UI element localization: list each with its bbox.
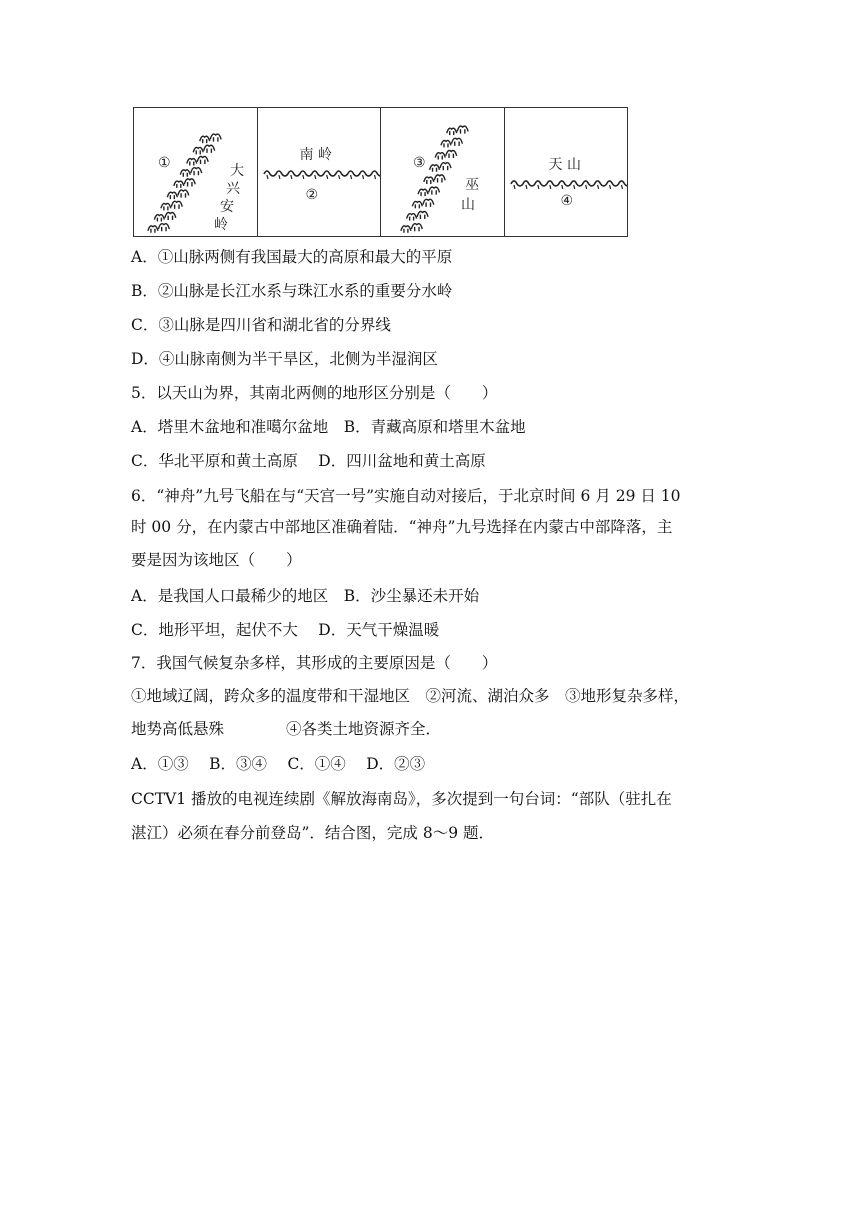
panel-2-nanling (258, 108, 382, 236)
mountain-symbol-3 (381, 108, 504, 236)
panel-3-circle: ③ (413, 155, 426, 171)
q7-choices: A．①③ B．③④ C．①④ D．②③ (131, 755, 426, 773)
panel-4-name: 天 山 (548, 157, 581, 173)
q6-options-cd: C．地形平坦，起伏不大 D．天气干燥温暖 (131, 621, 440, 639)
panel-1-name-char-3: 安 (220, 199, 234, 215)
panel-3-name-char-1: 巫 (465, 177, 479, 193)
panel-4-circle: ④ (560, 193, 574, 209)
q6-stem-line-1: 6．“神舟”九号飞船在与“天宫一号”实施自动对接后，于北京时间 6 月 29 日 10 (131, 487, 681, 505)
mountain-figure (133, 107, 628, 237)
panel-1-daxinganling (134, 108, 258, 236)
q6-stem-line-3: 要是因为该地区（ ） (131, 551, 302, 569)
q6-stem-line-2: 时 00 分，在内蒙古中部地区准确着陆．“神舟”九号选择在内蒙古中部降落，主 (131, 518, 673, 536)
q7-statements-line-1: ①地域辽阔，跨众多的温度带和干湿地区 ②河流、湖泊众多 ③地形复杂多样， (131, 687, 690, 705)
q7-statements-line-2: 地势高低悬殊 ④各类土地资源齐全． (131, 720, 442, 738)
q4-option-d: D．④山脉南侧为半干旱区，北侧为半湿润区 (131, 350, 438, 368)
q8-9-intro-line-2: 湛江）必须在春分前登岛”．结合图，完成 8～9 题． (131, 824, 495, 842)
panel-1-name-char-4: 岭 (214, 217, 228, 233)
panel-2-name: 南 岭 (299, 147, 332, 163)
q5-options-cd: C．华北平原和黄土高原 D．四川盆地和黄土高原 (131, 452, 486, 470)
q6-options-ab: A．是我国人口最稀少的地区 B．沙尘暴还未开始 (131, 587, 480, 605)
q8-9-intro-line-1: CCTV1 播放的电视连续剧《解放海南岛》，多次提到一句台词：“部队（驻扎在 (131, 790, 672, 808)
panel-2-circle: ② (305, 187, 319, 203)
panel-3-name-char-2: 山 (461, 197, 475, 213)
panel-1-circle: ① (158, 155, 171, 171)
panel-4-tianshan (505, 108, 628, 236)
panel-1-name-char-1: 大 (230, 163, 244, 179)
q5-options-ab: A．塔里木盆地和准噶尔盆地 B．青藏高原和塔里木盆地 (131, 418, 526, 436)
panel-1-name-char-2: 兴 (226, 181, 240, 197)
panel-3-wushan (381, 108, 505, 236)
q5-stem: 5．以天山为界，其南北两侧的地形区分别是（ ） (131, 384, 498, 402)
q4-option-c: C．③山脉是四川省和湖北省的分界线 (131, 316, 391, 334)
q4-option-a: A．①山脉两侧有我国最大的高原和最大的平原 (131, 248, 453, 266)
mountain-symbol-2 (258, 108, 381, 236)
q7-stem: 7．我国气候复杂多样，其形成的主要原因是（ ） (131, 654, 498, 672)
q4-option-b: B．②山脉是长江水系与珠江水系的重要分水岭 (131, 282, 453, 300)
